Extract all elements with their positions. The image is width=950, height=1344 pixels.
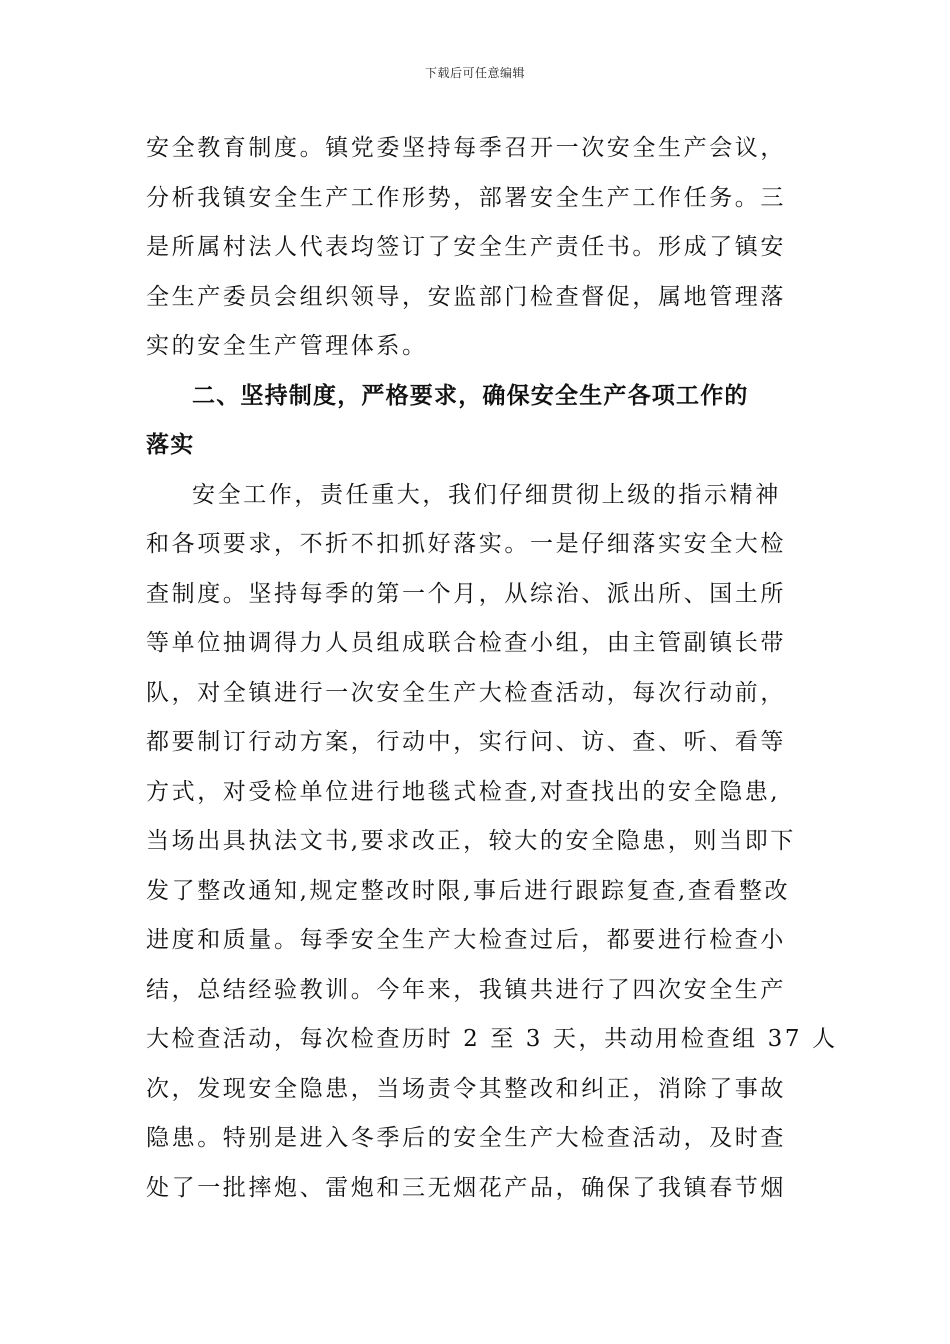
text-line: 次，发现安全隐患，当场责令其整改和纠正，消除了事故 [146,1075,786,1102]
text-line: 实的安全生产管理体系。 [146,333,428,359]
text-line: 都要制订行动方案，行动中，实行问、访、查、听、看等 [146,729,786,755]
text-line: 隐患。特别是进入冬季后的安全生产大检查活动，及时查 [146,1125,786,1151]
text-line: 当场出具执法文书,要求改正，较大的安全隐患，则当即下 [146,828,796,854]
text-line: 大检查活动，每次检查历时 2 至 3 天，共动用检查组 37 人 [146,1026,838,1052]
text-line: 方式，对受检单位进行地毯式检查,对查找出的安全隐患, [146,778,781,805]
text-line: 安全教育制度。镇党委坚持每季召开一次安全生产会议， [146,135,786,161]
text-line: 处了一批摔炮、雷炮和三无烟花产品，确保了我镇春节烟 [146,1174,786,1201]
paragraph-first-line: 安全工作，责任重大，我们仔细贯彻上级的指示精神 [192,481,781,508]
text-line: 结，总结经验教训。今年来，我镇共进行了四次安全生产 [146,976,786,1003]
section-heading: 二、坚持制度，严格要求，确保安全生产各项工作的 [192,382,749,409]
text-line: 队，对全镇进行一次安全生产大检查活动，每次行动前， [146,679,786,706]
text-line: 发了整改通知,规定整改时限,事后进行跟踪复查,查看整改 [146,877,791,904]
text-line: 等单位抽调得力人员组成联合检查小组，由主管副镇长带 [146,630,786,656]
text-line: 进度和质量。每季安全生产大检查过后，都要进行检查小 [146,927,786,953]
section-heading-continued: 落实 [146,432,195,458]
text-line: 分析我镇安全生产工作形势，部署安全生产工作任务。三 [146,184,786,211]
document-body [146,124,838,1213]
text-line: 是所属村法人代表均签订了安全生产责任书。形成了镇安 [146,234,786,260]
text-line: 和各项要求，不折不扣抓好落实。一是仔细落实安全大检 [146,531,786,557]
text-line: 查制度。坚持每季的第一个月，从综治、派出所、国土所 [146,580,786,607]
text-line: 全生产委员会组织领导，安监部门检查督促，属地管理落 [146,283,786,310]
page-header-note: 下载后可任意编辑 [424,66,525,80]
